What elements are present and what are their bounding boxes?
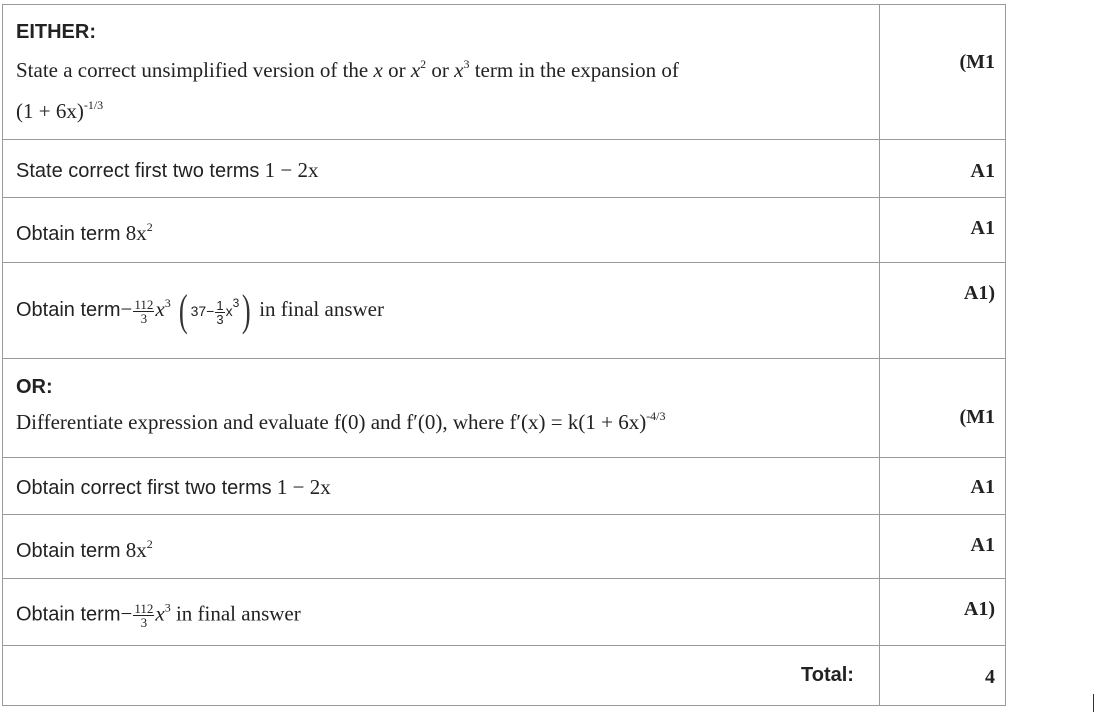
left-paren: ( [178,286,188,336]
where-word: , where [442,410,505,434]
step-first-two-terms [16,160,318,181]
step-math: 1 − 2x [264,158,319,182]
step-math: 8x [125,538,147,562]
step-exp: 2 [146,220,153,234]
row-divider [3,514,1005,515]
instruction-tail: term in the expansion of [474,58,679,82]
mark-a1: A1 [970,160,995,182]
step-text: Obtain term [16,540,121,562]
minus-sign: − [120,601,133,626]
fraction-denominator: 3 [140,310,148,326]
step-term-x3 [16,286,384,336]
step-first-two-terms [16,477,331,498]
or-instruction-text: Differentiate expression and evaluate [16,410,329,434]
step-text: Obtain correct first two terms [16,477,272,499]
either-heading: EITHER: [16,21,96,43]
column-divider [879,5,880,705]
inner-var: x [225,303,233,320]
step-term-8x2 [16,537,153,562]
inner-expression: 37− $\frac{1}{3}$ $x^3$ [190,296,240,327]
mark-m1: (M1 [959,406,995,428]
step-tail: in final answer [259,297,384,321]
row-divider [3,645,1005,646]
var-x2: x [410,58,421,82]
fraction-112-3 [133,298,154,325]
fraction-denominator: 3 [140,615,148,630]
exp-2: 2 [420,57,427,71]
inner-coefficient: 37 [190,303,207,320]
var-x3: x [454,58,464,82]
row-divider [3,578,1005,579]
exp-3: 3 [463,57,470,71]
total-label: Total: [801,664,854,686]
mark-a1-close: A1) [963,282,995,304]
or-heading: OR: [16,376,53,398]
fraction-denominator: 3 [216,311,224,327]
fraction-numerator: 1 [216,297,224,313]
exp-3: 3 [164,296,171,310]
row-divider [3,358,1005,359]
step-term-x3 [16,602,301,629]
fraction-numerator: 112 [134,601,154,616]
row-divider [3,262,1005,263]
mark-a1: A1 [970,476,995,498]
and-word: and [370,410,402,434]
derivative-expression: f′(x) = k(1 + 6x) [509,410,647,434]
row-divider [3,197,1005,198]
mark-a1: A1 [970,534,995,556]
f-of-zero: f(0) [333,410,366,434]
step-text: Obtain term [16,223,121,245]
mark-a1-close: A1) [963,598,995,620]
var-x: x [373,58,383,82]
fraction-112-3 [133,602,154,629]
either-instruction [16,57,679,82]
minus-sign: − [120,297,133,321]
step-tail: in final answer [175,601,301,626]
step-math: 8x [125,221,147,245]
expression-base: (1 + 6x) [16,99,84,123]
var-x: x [155,297,165,321]
var-x: x [155,601,165,626]
inner-exp: 3 [232,296,240,311]
text-cursor-icon [1093,694,1094,712]
inner-fraction [215,299,224,326]
mark-a1: A1 [970,217,995,239]
total-value: 4 [985,666,995,688]
fraction-numerator: 112 [134,296,154,312]
step-term-8x2 [16,220,153,245]
expression-exponent: -1/3 [83,98,104,112]
step-math: 1 − 2x [276,475,331,499]
f-prime-of-zero: f′(0) [406,410,443,434]
step-text: Obtain term [16,299,121,321]
binomial-expression [16,98,104,123]
row-divider [3,457,1005,458]
or-instruction [16,409,666,434]
mark-scheme-table [2,4,1006,706]
step-exp: 2 [146,537,153,551]
step-text: Obtain term [16,603,121,626]
row-divider [3,139,1005,140]
right-paren: ) [242,286,252,336]
or-word: or [431,58,449,82]
or-word: or [388,58,406,82]
either-instruction-text: State a correct unsimplified version of the [16,58,369,82]
mark-m1: (M1 [959,51,995,73]
exp-3: 3 [164,600,171,615]
derivative-exponent: -4/3 [646,409,666,423]
step-text: State correct first two terms [16,160,260,182]
